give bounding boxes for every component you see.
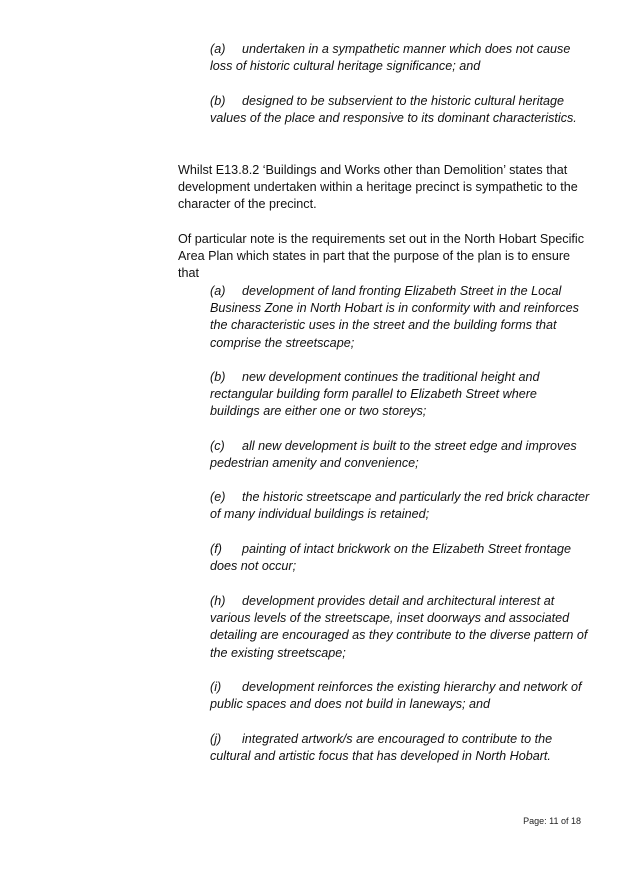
clause-text: undertaken in a sympathetic manner which does not cause loss of historic cultural heritage significance; and (210, 42, 571, 74)
clause-text: designed to be subservient to the historic cultural heritage values of the place and responsive to its dominant characteristics. (210, 94, 577, 126)
clause-label: (a) (210, 42, 226, 56)
plan-item-text: all new development is built to the street edge and improves pedestrian amenity and convenience; (210, 439, 577, 471)
body-paragraph: Of particular note is the requirements set out in the North Hobart Specific Area Plan which states in part that the purpose of the plan is to ensure that (178, 232, 584, 281)
plan-item-label: (j) (210, 732, 222, 746)
plan-item-text: the historic streetscape and particularly the red brick character of many individual buildings is retained; (210, 490, 590, 522)
clause-item-a (210, 41, 590, 75)
body-paragraph: Whilst E13.8.2 ‘Buildings and Works other than Demolition’ states that development undertaken within a heritage precinct is sympathetic to the character of the precinct. (178, 163, 578, 212)
plan-item-text: new development continues the traditional height and rectangular building form parallel to Elizabeth Street where buildings are either one or two storeys; (210, 370, 540, 419)
plan-item-label: (f) (210, 542, 222, 556)
plan-item-text: painting of intact brickwork on the Elizabeth Street frontage does not occur; (210, 542, 572, 574)
clause-label: (b) (210, 94, 226, 108)
plan-item-label: (i) (210, 680, 222, 694)
plan-item-e (210, 489, 590, 523)
plan-item-text: development of land fronting Elizabeth Street in the Local Business Zone in North Hobart is in conformity with and reinforces the characteristic uses in the street and the building forms that comprise the streetscape; (210, 284, 579, 350)
plan-item-label: (h) (210, 594, 226, 608)
plan-item-b (210, 369, 590, 421)
plan-item-label: (c) (210, 439, 225, 453)
plan-item-text: development reinforces the existing hierarchy and network of public spaces and does not build in laneways; and (210, 680, 582, 712)
plan-item-label: (e) (210, 490, 226, 504)
plan-item-c (210, 438, 590, 472)
plan-item-j (210, 731, 590, 765)
page-number: Page: 11 of 18 (523, 816, 581, 826)
plan-item-text: development provides detail and architectural interest at various levels of the streetscape, inset doorways and associated detailing are encouraged as they contribute to the diverse pattern of the existing streetscape; (210, 594, 588, 660)
clause-item-b (210, 93, 590, 127)
plan-item-f (210, 541, 590, 575)
plan-item-a (210, 283, 590, 352)
plan-item-label: (b) (210, 370, 226, 384)
plan-item-i (210, 679, 590, 713)
plan-item-text: integrated artwork/s are encouraged to contribute to the cultural and artistic focus that has developed in North Hobart. (210, 732, 553, 764)
plan-item-h (210, 593, 590, 662)
plan-item-label: (a) (210, 284, 226, 298)
